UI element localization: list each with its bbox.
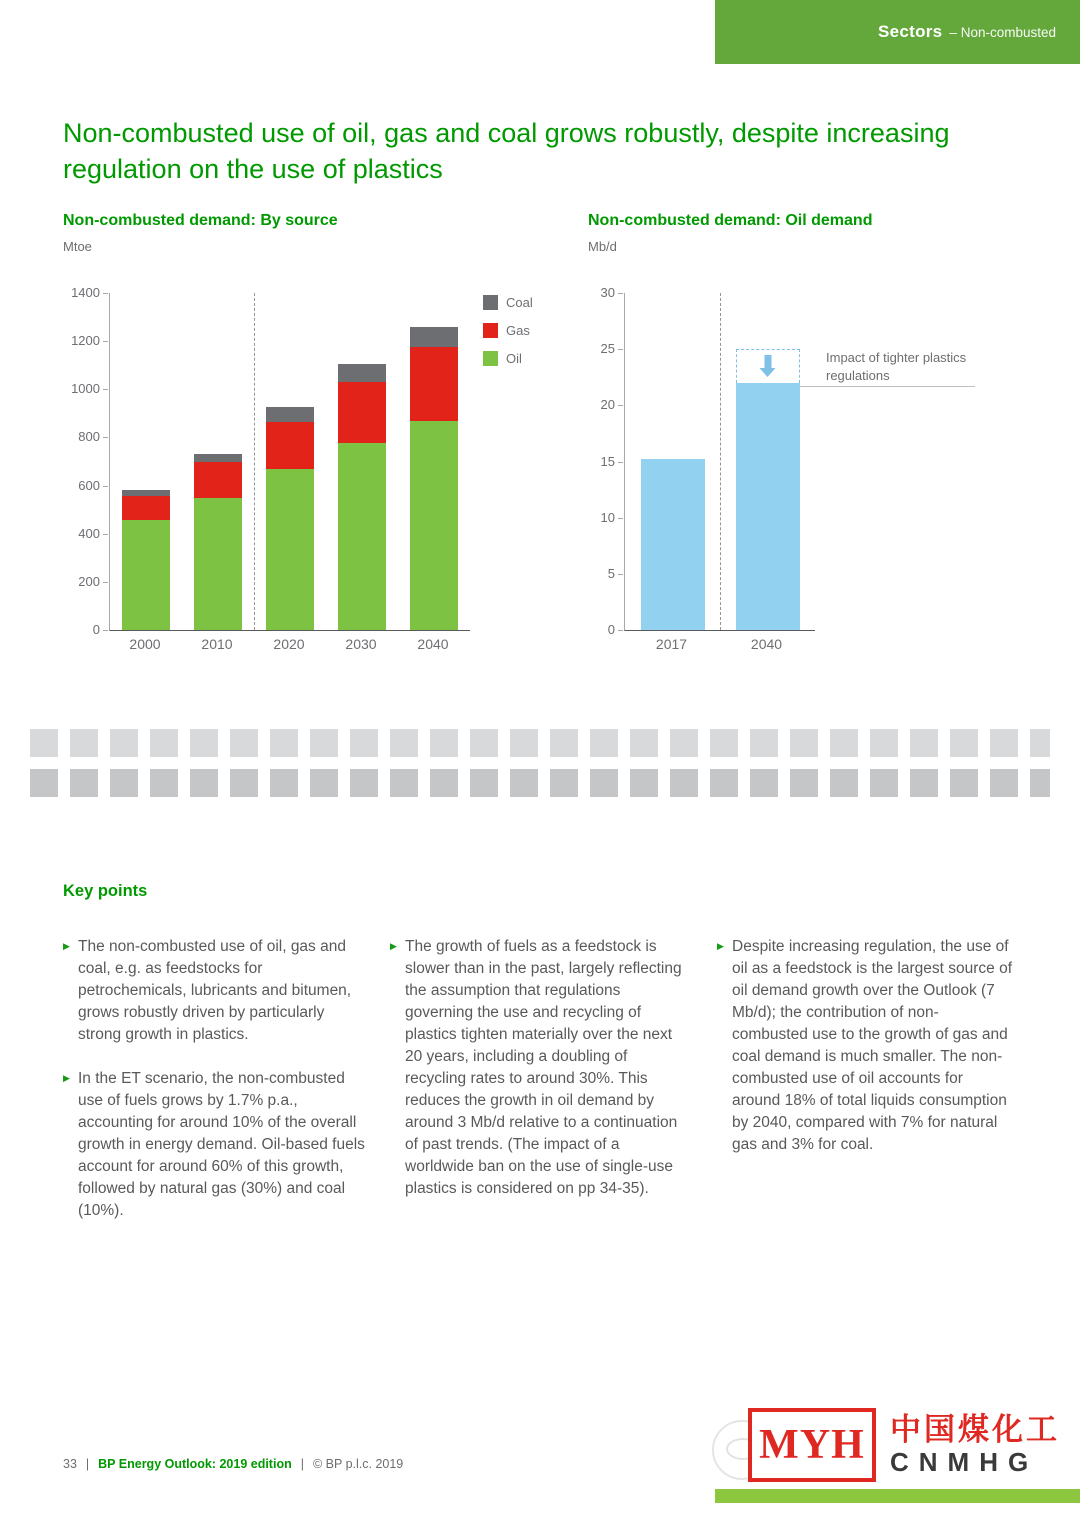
key-points-heading: Key points: [63, 882, 148, 900]
y-tick-label: 1400: [63, 286, 100, 300]
key-point: [717, 936, 1012, 1156]
y-tick-label: 200: [63, 575, 100, 589]
y-tick-label: 800: [63, 430, 100, 444]
plastics-regulation-annotation: Impact of tighter plastics regulations: [826, 350, 967, 383]
bysource-plot: [109, 293, 470, 631]
stacked-bar-2010: [194, 293, 242, 630]
key-point-text: The growth of fuels as a feedstock is slower than in the past, largely reflecting the assumption that regulations governing the use and recycling of plastics tighten materially over the next 20 years, including a doubling of recycling rates to around 30%. This reduces the growth in oil demand by around 3 Mb/d relative to a continuation of past trends. (The impact of a worldwide ban on the use of single-use plastics is considered on pp 34-35).: [405, 938, 682, 1197]
logo-mark-icon: MYH: [759, 1422, 865, 1468]
chart-title-by-source: Non-combusted demand: By source: [63, 212, 338, 229]
stacked-bar-2000: [122, 293, 170, 630]
bar-segment-coal: [194, 454, 242, 461]
mosaic-strip-top: [30, 729, 1050, 757]
logo-text-block: [890, 1412, 1060, 1479]
y-tick-label: 0: [588, 623, 615, 637]
legend-swatch-oil: [483, 351, 498, 366]
chart-by-source: [63, 287, 568, 667]
y-tick-label: 5: [588, 567, 615, 581]
bar-segment-gas: [194, 462, 242, 498]
legend-swatch-coal: [483, 295, 498, 310]
publication-title: BP Energy Outlook: 2019 edition: [98, 1457, 292, 1471]
logo-chinese-text: 中国煤化工: [890, 1411, 1060, 1447]
key-points-columns: [63, 936, 1015, 1244]
bar-segment-gas: [122, 496, 170, 520]
bullet-arrow-icon: ▶: [390, 941, 397, 951]
section-name: Sectors: [877, 22, 943, 41]
chart-unit-mbd: Mb/d: [588, 239, 617, 254]
key-point-text: In the ET scenario, the non-combusted use of fuels grows by 1.7% p.a., accounting for around 10% of the overall growth in energy demand. Oil-based fuels account for around 60% of this growth, followed by natural gas (30%) and coal (10%).: [78, 1070, 365, 1219]
bar-segment-coal: [266, 407, 314, 421]
page-title: Non-combusted use of oil, gas and coal grows robustly, despite increasing regulation on the use of plastics: [63, 118, 950, 184]
bar-segment-coal: [410, 327, 458, 347]
oildemand-xlabels: [624, 636, 814, 652]
y-tick-label: 1200: [63, 334, 100, 348]
bysource-legend: [483, 295, 533, 366]
stacked-bar-2030: [338, 293, 386, 630]
x-axis-label: 2040: [750, 636, 783, 652]
oildemand-yaxis: [588, 285, 615, 637]
legend-label: Coal: [506, 295, 533, 310]
oil-demand-bar-2017: [641, 459, 705, 630]
y-tick-label: 400: [63, 527, 100, 541]
legend-item-gas: [483, 323, 533, 338]
history-projection-divider: [254, 293, 255, 630]
oil-demand-bar-slot-2040: [736, 293, 800, 630]
bullet-arrow-icon: ▶: [63, 1073, 70, 1083]
bottom-green-bar: [715, 1489, 1080, 1503]
key-points-column-3: [717, 936, 1012, 1178]
y-tick-label: 15: [588, 455, 615, 469]
oildemand-plot: [624, 293, 815, 631]
bullet-arrow-icon: ▶: [717, 941, 724, 951]
history-projection-divider: [720, 293, 721, 630]
key-points-column-2: [390, 936, 682, 1222]
logo-mark-box: [748, 1408, 876, 1482]
bar-segment-gas: [410, 347, 458, 420]
bar-segment-oil: [410, 421, 458, 630]
y-tick-label: 25: [588, 342, 615, 356]
bar-segment-oil: [122, 520, 170, 630]
bullet-arrow-icon: ▶: [63, 941, 70, 951]
x-axis-label: 2040: [417, 636, 449, 652]
x-axis-label: 2020: [273, 636, 305, 652]
bar-segment-gas: [338, 382, 386, 443]
bar-segment-gas: [266, 422, 314, 469]
key-point: [390, 936, 682, 1200]
y-tick-label: 20: [588, 398, 615, 412]
y-tick-label: 1000: [63, 382, 100, 396]
bysource-xlabels: [109, 636, 469, 652]
bysource-yaxis: [63, 285, 100, 637]
section-header-band: [715, 0, 1080, 64]
y-tick-label: 600: [63, 479, 100, 493]
x-axis-label: 2030: [345, 636, 377, 652]
bar-segment-oil: [194, 498, 242, 630]
chart-unit-mtoe: Mtoe: [63, 239, 92, 254]
x-axis-label: 2010: [201, 636, 233, 652]
y-tick-label: 0: [63, 623, 100, 637]
bar-segment-oil: [338, 443, 386, 630]
key-point-text: Despite increasing regulation, the use of oil as a feedstock is the largest source of oil demand growth over the Outlook (7 Mb/d); the contribution of non-combusted use to the growth of gas and coal demand is much smaller. The non-combusted use of oil accounts for around 18% of total liquids consumption by 2040, compared with 7% for natural gas and 3% for coal.: [732, 938, 1013, 1153]
stacked-bar-2020: [266, 293, 314, 630]
annotation-leader-line: [799, 386, 975, 387]
key-point: [63, 936, 365, 1046]
key-points-column-1: [63, 936, 365, 1244]
footer-separator: |: [85, 1457, 90, 1471]
x-axis-label: 2017: [655, 636, 688, 652]
y-tick-label: 30: [588, 286, 615, 300]
bar-segment-oil: [266, 469, 314, 630]
copyright-notice: © BP p.l.c. 2019: [312, 1457, 404, 1471]
x-axis-label: 2000: [129, 636, 161, 652]
legend-label: Gas: [506, 323, 530, 338]
bar-segment-coal: [338, 364, 386, 382]
key-point: [63, 1068, 365, 1222]
oil-demand-bar-2040: [736, 383, 800, 630]
legend-label: Oil: [506, 351, 522, 366]
page-number: 33: [63, 1457, 77, 1471]
key-point-text: The non-combusted use of oil, gas and coal, e.g. as feedstocks for petrochemicals, lubricants and bitumen, grows robustly driven by particularly strong growth in plastics.: [78, 938, 352, 1043]
legend-item-coal: [483, 295, 533, 310]
y-tick-label: 10: [588, 511, 615, 525]
section-subname: – Non-combusted: [949, 24, 1056, 40]
footer-separator: |: [300, 1457, 304, 1471]
cnmhg-logo: [748, 1408, 1060, 1482]
oil-demand-bar-slot-2017: [641, 293, 705, 630]
logo-latin-text: CNMHG: [890, 1447, 1039, 1478]
page-footer: [63, 1457, 403, 1471]
chart-oil-demand: [588, 287, 1018, 667]
legend-swatch-gas: [483, 323, 498, 338]
legend-item-oil: [483, 351, 533, 366]
stacked-bar-2040: [410, 293, 458, 630]
counterfactual-ghost-bar: [736, 349, 800, 383]
mosaic-strip-bottom: [30, 769, 1050, 797]
chart-title-oil-demand: Non-combusted demand: Oil demand: [588, 212, 873, 229]
down-arrow-icon: [764, 355, 771, 368]
